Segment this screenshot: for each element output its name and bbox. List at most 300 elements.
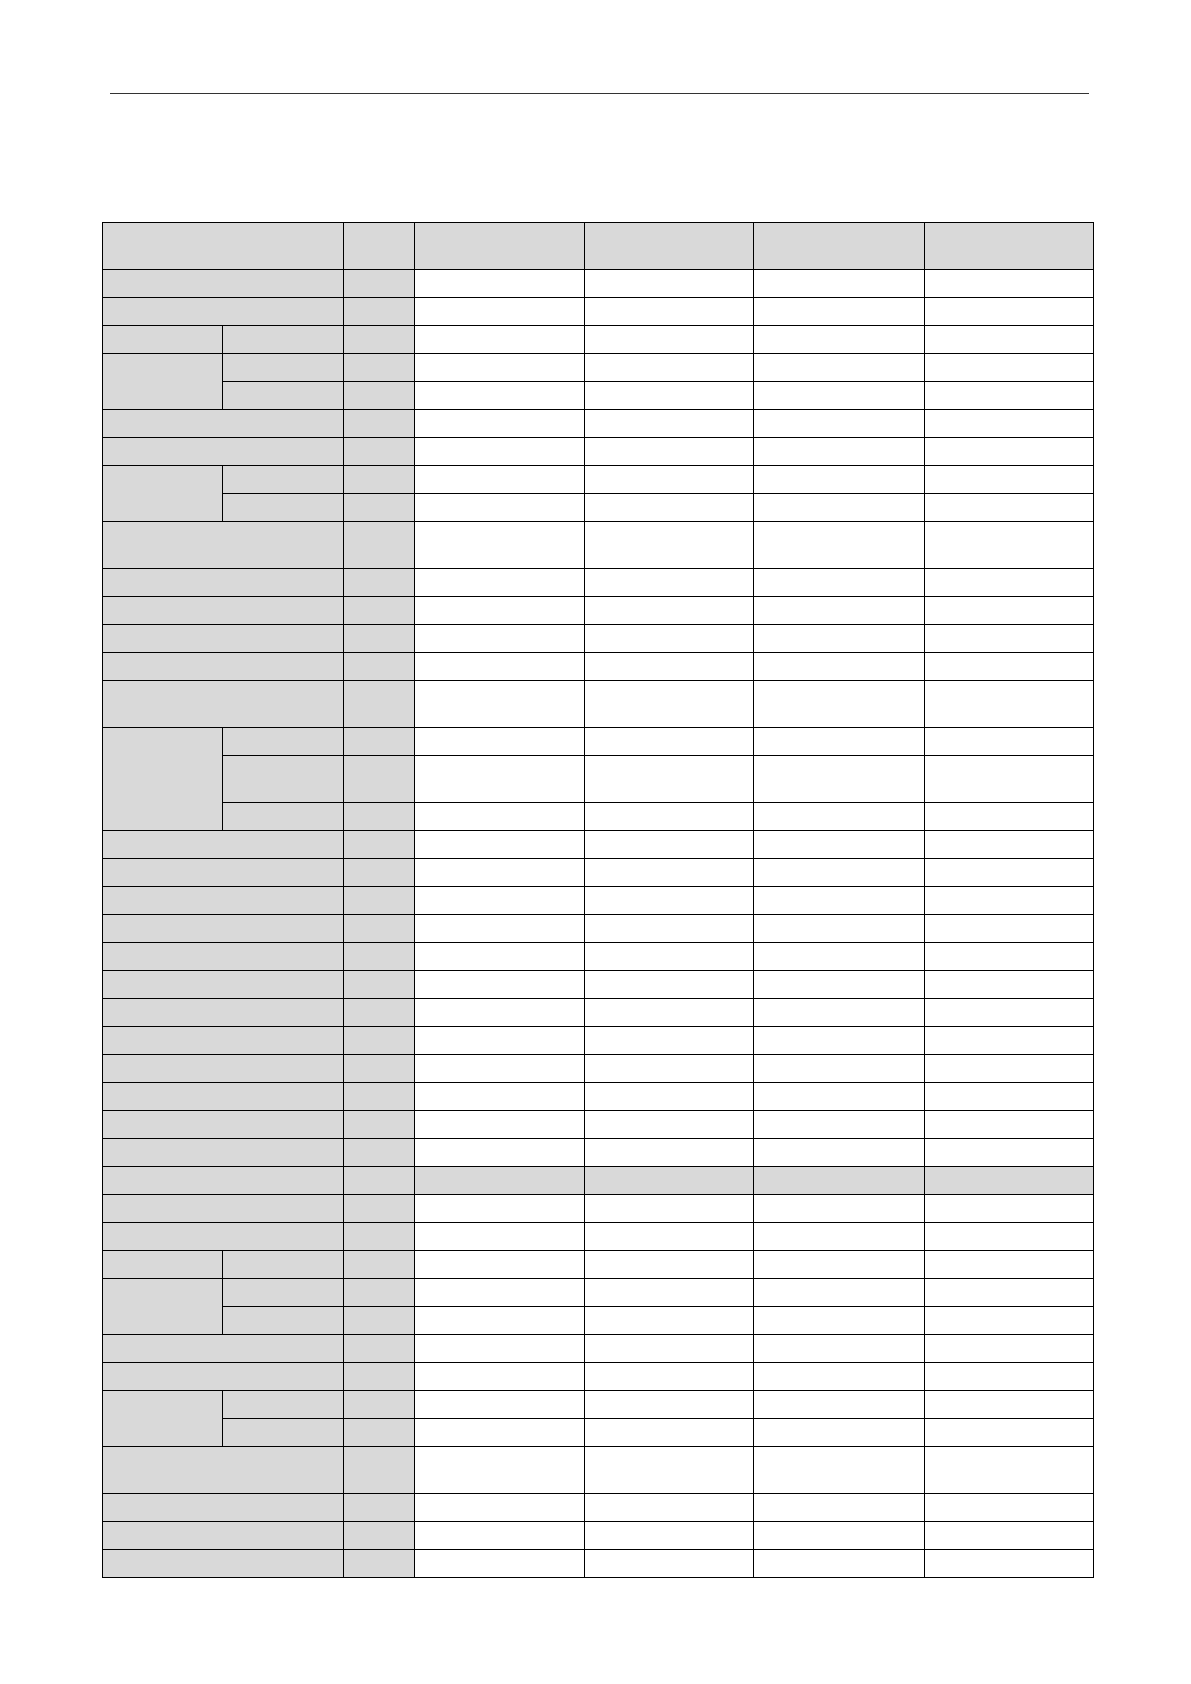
table-header-row xyxy=(103,1167,1094,1195)
row-sublabel xyxy=(222,756,343,803)
value-cell xyxy=(924,915,1093,943)
value-cell xyxy=(754,326,924,354)
value-cell xyxy=(414,597,584,625)
value-cell xyxy=(924,494,1093,522)
value-cell xyxy=(924,1111,1093,1139)
value-cell xyxy=(924,653,1093,681)
value-cell xyxy=(754,1335,924,1363)
value-cell xyxy=(924,681,1093,728)
table-row xyxy=(103,859,1094,887)
value-cell xyxy=(585,466,754,494)
value-cell xyxy=(754,1111,924,1139)
row-sublabel xyxy=(222,466,343,494)
value-cell xyxy=(924,971,1093,999)
row-sublabel xyxy=(222,1391,343,1419)
table-row xyxy=(103,653,1094,681)
value-cell xyxy=(414,943,584,971)
value-cell xyxy=(754,1223,924,1251)
value-cell xyxy=(924,1251,1093,1279)
table-row xyxy=(103,971,1094,999)
row-group-label xyxy=(103,1279,223,1335)
table-row xyxy=(103,756,1094,803)
row-label xyxy=(103,410,344,438)
header-cell-model-2 xyxy=(585,1167,754,1195)
value-cell xyxy=(585,1279,754,1307)
row-label xyxy=(103,1111,344,1139)
value-cell xyxy=(754,653,924,681)
value-cell xyxy=(924,569,1093,597)
value-cell xyxy=(414,466,584,494)
table-row xyxy=(103,1055,1094,1083)
row-label xyxy=(103,653,344,681)
value-cell xyxy=(414,494,584,522)
table-row xyxy=(103,298,1094,326)
value-cell xyxy=(754,1522,924,1550)
unit-cell xyxy=(344,915,415,943)
value-cell xyxy=(585,1391,754,1419)
value-cell xyxy=(754,887,924,915)
header-cell-item xyxy=(103,223,344,270)
value-cell xyxy=(924,1195,1093,1223)
value-cell xyxy=(414,803,584,831)
value-cell xyxy=(754,466,924,494)
value-cell xyxy=(585,1494,754,1522)
unit-cell xyxy=(344,999,415,1027)
row-sublabel xyxy=(222,1307,343,1335)
value-cell xyxy=(414,915,584,943)
unit-cell xyxy=(344,270,415,298)
value-cell xyxy=(585,569,754,597)
unit-cell xyxy=(344,728,415,756)
row-label xyxy=(103,569,344,597)
value-cell xyxy=(585,1083,754,1111)
unit-cell xyxy=(344,1195,415,1223)
unit-cell xyxy=(344,1251,415,1279)
value-cell xyxy=(585,803,754,831)
value-cell xyxy=(585,681,754,728)
table-row xyxy=(103,1251,1094,1279)
row-label xyxy=(103,438,344,466)
row-label xyxy=(103,1494,344,1522)
table-row xyxy=(103,1363,1094,1391)
unit-cell xyxy=(344,625,415,653)
value-cell xyxy=(585,522,754,569)
table-row xyxy=(103,569,1094,597)
value-cell xyxy=(585,756,754,803)
table-header-row xyxy=(103,223,1094,270)
row-label xyxy=(103,597,344,625)
value-cell xyxy=(414,1307,584,1335)
value-cell xyxy=(585,1111,754,1139)
row-label xyxy=(103,1083,344,1111)
row-sublabel xyxy=(222,354,343,382)
value-cell xyxy=(585,1335,754,1363)
value-cell xyxy=(924,1335,1093,1363)
header-cell-item xyxy=(103,1167,344,1195)
value-cell xyxy=(585,625,754,653)
row-sublabel xyxy=(222,728,343,756)
unit-cell xyxy=(344,943,415,971)
value-cell xyxy=(754,597,924,625)
value-cell xyxy=(414,438,584,466)
unit-cell xyxy=(344,298,415,326)
value-cell xyxy=(585,270,754,298)
header-cell-unit xyxy=(344,1167,415,1195)
row-label xyxy=(103,887,344,915)
value-cell xyxy=(924,859,1093,887)
value-cell xyxy=(754,270,924,298)
row-group-label xyxy=(103,354,223,410)
value-cell xyxy=(924,1139,1093,1167)
unit-cell xyxy=(344,1391,415,1419)
row-label xyxy=(103,859,344,887)
table-row xyxy=(103,1111,1094,1139)
value-cell xyxy=(754,756,924,803)
unit-cell xyxy=(344,831,415,859)
value-cell xyxy=(585,326,754,354)
table-row xyxy=(103,1522,1094,1550)
value-cell xyxy=(924,1391,1093,1419)
row-sublabel xyxy=(222,803,343,831)
value-cell xyxy=(924,1522,1093,1550)
spec-table-2 xyxy=(102,1166,1094,1578)
unit-cell xyxy=(344,653,415,681)
value-cell xyxy=(754,625,924,653)
value-cell xyxy=(924,410,1093,438)
unit-cell xyxy=(344,859,415,887)
value-cell xyxy=(414,625,584,653)
header-cell-model-3 xyxy=(754,223,924,270)
spec-table-2-body xyxy=(103,1167,1094,1578)
value-cell xyxy=(414,410,584,438)
value-cell xyxy=(414,1494,584,1522)
value-cell xyxy=(754,971,924,999)
value-cell xyxy=(585,438,754,466)
value-cell xyxy=(414,653,584,681)
value-cell xyxy=(754,1447,924,1494)
value-cell xyxy=(924,1055,1093,1083)
row-group-label xyxy=(103,1251,223,1279)
row-label xyxy=(103,298,344,326)
unit-cell xyxy=(344,1027,415,1055)
value-cell xyxy=(585,728,754,756)
unit-cell xyxy=(344,1550,415,1578)
value-cell xyxy=(585,653,754,681)
value-cell xyxy=(585,1522,754,1550)
header-cell-model-4 xyxy=(924,223,1093,270)
value-cell xyxy=(585,1139,754,1167)
value-cell xyxy=(414,270,584,298)
value-cell xyxy=(754,354,924,382)
value-cell xyxy=(585,1419,754,1447)
value-cell xyxy=(754,1550,924,1578)
value-cell xyxy=(924,1307,1093,1335)
value-cell xyxy=(754,1251,924,1279)
value-cell xyxy=(924,999,1093,1027)
table-row xyxy=(103,887,1094,915)
value-cell xyxy=(924,756,1093,803)
value-cell xyxy=(754,494,924,522)
table-row xyxy=(103,1195,1094,1223)
value-cell xyxy=(754,1494,924,1522)
value-cell xyxy=(754,1307,924,1335)
value-cell xyxy=(754,522,924,569)
table-row xyxy=(103,999,1094,1027)
value-cell xyxy=(414,522,584,569)
unit-cell xyxy=(344,466,415,494)
value-cell xyxy=(585,1363,754,1391)
value-cell xyxy=(414,298,584,326)
row-group-label xyxy=(103,728,223,831)
value-cell xyxy=(924,1550,1093,1578)
value-cell xyxy=(924,943,1093,971)
unit-cell xyxy=(344,326,415,354)
value-cell xyxy=(924,597,1093,625)
unit-cell xyxy=(344,1223,415,1251)
unit-cell xyxy=(344,971,415,999)
unit-cell xyxy=(344,438,415,466)
value-cell xyxy=(924,1494,1093,1522)
table-row xyxy=(103,1494,1094,1522)
value-cell xyxy=(585,1447,754,1494)
table-row xyxy=(103,1391,1094,1419)
row-label xyxy=(103,270,344,298)
unit-cell xyxy=(344,803,415,831)
value-cell xyxy=(414,756,584,803)
row-label xyxy=(103,943,344,971)
value-cell xyxy=(754,681,924,728)
row-label xyxy=(103,625,344,653)
value-cell xyxy=(924,270,1093,298)
table-row xyxy=(103,522,1094,569)
value-cell xyxy=(754,1195,924,1223)
value-cell xyxy=(754,943,924,971)
value-cell xyxy=(414,681,584,728)
value-cell xyxy=(585,298,754,326)
value-cell xyxy=(585,1223,754,1251)
table-row xyxy=(103,1139,1094,1167)
row-label xyxy=(103,1195,344,1223)
value-cell xyxy=(414,887,584,915)
value-cell xyxy=(754,1139,924,1167)
spec-table-1 xyxy=(102,222,1094,1167)
value-cell xyxy=(924,354,1093,382)
value-cell xyxy=(414,728,584,756)
value-cell xyxy=(414,1083,584,1111)
table-row xyxy=(103,625,1094,653)
table-row xyxy=(103,1335,1094,1363)
spec-table-1-body xyxy=(103,223,1094,1167)
table-row xyxy=(103,354,1094,382)
header-rule xyxy=(110,93,1089,94)
row-label xyxy=(103,831,344,859)
value-cell xyxy=(414,1447,584,1494)
unit-cell xyxy=(344,1447,415,1494)
value-cell xyxy=(585,971,754,999)
value-cell xyxy=(585,831,754,859)
value-cell xyxy=(754,1279,924,1307)
value-cell xyxy=(414,1223,584,1251)
value-cell xyxy=(414,569,584,597)
unit-cell xyxy=(344,1139,415,1167)
value-cell xyxy=(754,382,924,410)
value-cell xyxy=(924,1223,1093,1251)
value-cell xyxy=(924,728,1093,756)
unit-cell xyxy=(344,382,415,410)
value-cell xyxy=(414,999,584,1027)
value-cell xyxy=(924,466,1093,494)
value-cell xyxy=(585,1027,754,1055)
value-cell xyxy=(924,1279,1093,1307)
value-cell xyxy=(585,1251,754,1279)
row-sublabel xyxy=(222,382,343,410)
row-label xyxy=(103,522,344,569)
value-cell xyxy=(924,1027,1093,1055)
unit-cell xyxy=(344,1279,415,1307)
value-cell xyxy=(414,1139,584,1167)
row-sublabel xyxy=(222,1279,343,1307)
row-label xyxy=(103,915,344,943)
value-cell xyxy=(754,1027,924,1055)
value-cell xyxy=(754,1083,924,1111)
value-cell xyxy=(754,859,924,887)
value-cell xyxy=(585,382,754,410)
value-cell xyxy=(414,1391,584,1419)
header-cell-model-1 xyxy=(414,1167,584,1195)
unit-cell xyxy=(344,494,415,522)
unit-cell xyxy=(344,1419,415,1447)
unit-cell xyxy=(344,354,415,382)
table-row xyxy=(103,1027,1094,1055)
value-cell xyxy=(414,859,584,887)
row-label xyxy=(103,1139,344,1167)
table-row xyxy=(103,915,1094,943)
value-cell xyxy=(414,1419,584,1447)
value-cell xyxy=(754,438,924,466)
table-row xyxy=(103,270,1094,298)
value-cell xyxy=(924,522,1093,569)
value-cell xyxy=(414,326,584,354)
value-cell xyxy=(754,915,924,943)
unit-cell xyxy=(344,597,415,625)
row-label xyxy=(103,1055,344,1083)
table-row xyxy=(103,1419,1094,1447)
row-label xyxy=(103,1363,344,1391)
table-row xyxy=(103,681,1094,728)
value-cell xyxy=(754,803,924,831)
table-row xyxy=(103,831,1094,859)
row-sublabel xyxy=(222,1251,343,1279)
unit-cell xyxy=(344,1363,415,1391)
value-cell xyxy=(754,569,924,597)
table-row xyxy=(103,382,1094,410)
value-cell xyxy=(414,1550,584,1578)
table-row xyxy=(103,1279,1094,1307)
unit-cell xyxy=(344,569,415,597)
value-cell xyxy=(585,494,754,522)
row-label xyxy=(103,1335,344,1363)
value-cell xyxy=(585,915,754,943)
row-sublabel xyxy=(222,326,343,354)
value-cell xyxy=(754,298,924,326)
row-label xyxy=(103,1027,344,1055)
value-cell xyxy=(754,831,924,859)
value-cell xyxy=(924,1419,1093,1447)
table-row xyxy=(103,943,1094,971)
row-label xyxy=(103,1447,344,1494)
header-cell-model-1 xyxy=(414,223,584,270)
table-row xyxy=(103,494,1094,522)
value-cell xyxy=(414,1195,584,1223)
value-cell xyxy=(924,382,1093,410)
value-cell xyxy=(924,1363,1093,1391)
value-cell xyxy=(585,597,754,625)
unit-cell xyxy=(344,522,415,569)
value-cell xyxy=(924,831,1093,859)
row-group-label xyxy=(103,326,223,354)
table-row xyxy=(103,1550,1094,1578)
value-cell xyxy=(754,1419,924,1447)
value-cell xyxy=(754,1363,924,1391)
value-cell xyxy=(924,1447,1093,1494)
header-cell-model-4 xyxy=(924,1167,1093,1195)
value-cell xyxy=(414,1279,584,1307)
table-row xyxy=(103,803,1094,831)
unit-cell xyxy=(344,1307,415,1335)
value-cell xyxy=(754,410,924,438)
row-group-label xyxy=(103,1391,223,1447)
unit-cell xyxy=(344,410,415,438)
value-cell xyxy=(585,410,754,438)
table-row xyxy=(103,1223,1094,1251)
unit-cell xyxy=(344,1335,415,1363)
value-cell xyxy=(754,999,924,1027)
value-cell xyxy=(585,1055,754,1083)
row-label xyxy=(103,999,344,1027)
unit-cell xyxy=(344,1111,415,1139)
header-cell-model-3 xyxy=(754,1167,924,1195)
value-cell xyxy=(414,1335,584,1363)
value-cell xyxy=(754,1055,924,1083)
value-cell xyxy=(414,971,584,999)
value-cell xyxy=(414,354,584,382)
value-cell xyxy=(585,1195,754,1223)
row-group-label xyxy=(103,466,223,522)
value-cell xyxy=(924,438,1093,466)
value-cell xyxy=(414,1251,584,1279)
value-cell xyxy=(585,999,754,1027)
unit-cell xyxy=(344,1083,415,1111)
unit-cell xyxy=(344,887,415,915)
table-row xyxy=(103,597,1094,625)
value-cell xyxy=(414,1363,584,1391)
value-cell xyxy=(754,1391,924,1419)
row-label xyxy=(103,971,344,999)
table-row xyxy=(103,326,1094,354)
value-cell xyxy=(414,1027,584,1055)
value-cell xyxy=(585,887,754,915)
table-row xyxy=(103,1307,1094,1335)
value-cell xyxy=(414,1055,584,1083)
table-row xyxy=(103,410,1094,438)
value-cell xyxy=(414,1522,584,1550)
row-label xyxy=(103,1522,344,1550)
value-cell xyxy=(924,298,1093,326)
row-label xyxy=(103,1223,344,1251)
value-cell xyxy=(754,728,924,756)
value-cell xyxy=(585,1550,754,1578)
table-row xyxy=(103,1083,1094,1111)
